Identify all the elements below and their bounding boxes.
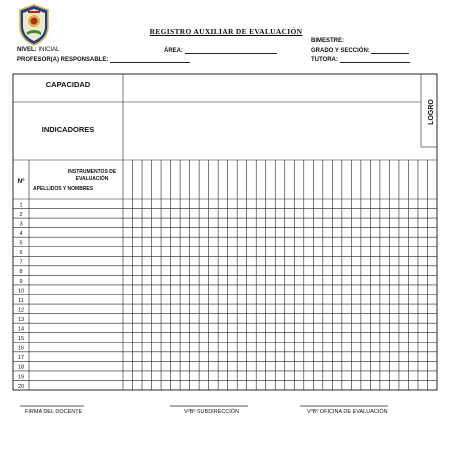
bimestre-label: BIMESTRE: [311,38,344,44]
tutora-label: TUTORA: [311,57,338,63]
row-number: 20 [17,383,25,390]
grado-seccion-label: GRADO Y SECCIÓN: [311,48,370,54]
indicadores-label: INDICADORES [41,125,95,134]
row-number: 6 [19,250,23,257]
row-number: 12 [17,307,25,314]
row-number: 11 [18,297,24,304]
row-number: 13 [17,316,25,323]
row-number: 9 [19,278,23,285]
document-title: REGISTRO AUXILIAR DE EVALUACIÓN [149,27,303,36]
row-number: 16 [17,345,25,352]
row-number: 5 [19,240,23,247]
area-label: ÁREA: [164,48,183,54]
row-number: 7 [19,259,23,266]
row-number: 4 [19,231,23,237]
instrumentos-label-line1: INSTRUMENTOS DE [67,169,117,175]
row-number: 8 [19,269,23,276]
firma-docente-label: FIRMA DEL DOCENTE [25,409,83,415]
logro-label: LOGRO [428,99,435,125]
subdireccion-label: VºBº SUBDIRECCIÓN [184,409,240,415]
profesor-label: PROFESOR(A) RESPONSABLE: [17,57,109,63]
capacidad-label: CAPACIDAD [45,80,91,89]
numero-header: Nº [17,178,25,185]
oficina-evaluacion-label: VºBº OFICINA DE EVALUACIÓN [307,409,388,415]
row-number: 10 [17,288,25,295]
row-number: 3 [19,221,23,228]
row-number: 14 [17,326,25,333]
instrumentos-label-line2: EVALUACIÓN [75,176,109,182]
row-number: 17 [17,355,25,362]
row-number: 15 [17,336,25,343]
row-number: 1 [19,202,23,209]
nivel-label: NIVEL: [17,47,37,53]
row-number: 19 [17,374,25,381]
row-number: 2 [19,211,23,218]
apellidos-nombres-header: APELLIDOS Y NOMBRES [33,186,94,192]
row-number: 18 [17,364,25,371]
nivel-value: INICIAL [38,47,60,53]
